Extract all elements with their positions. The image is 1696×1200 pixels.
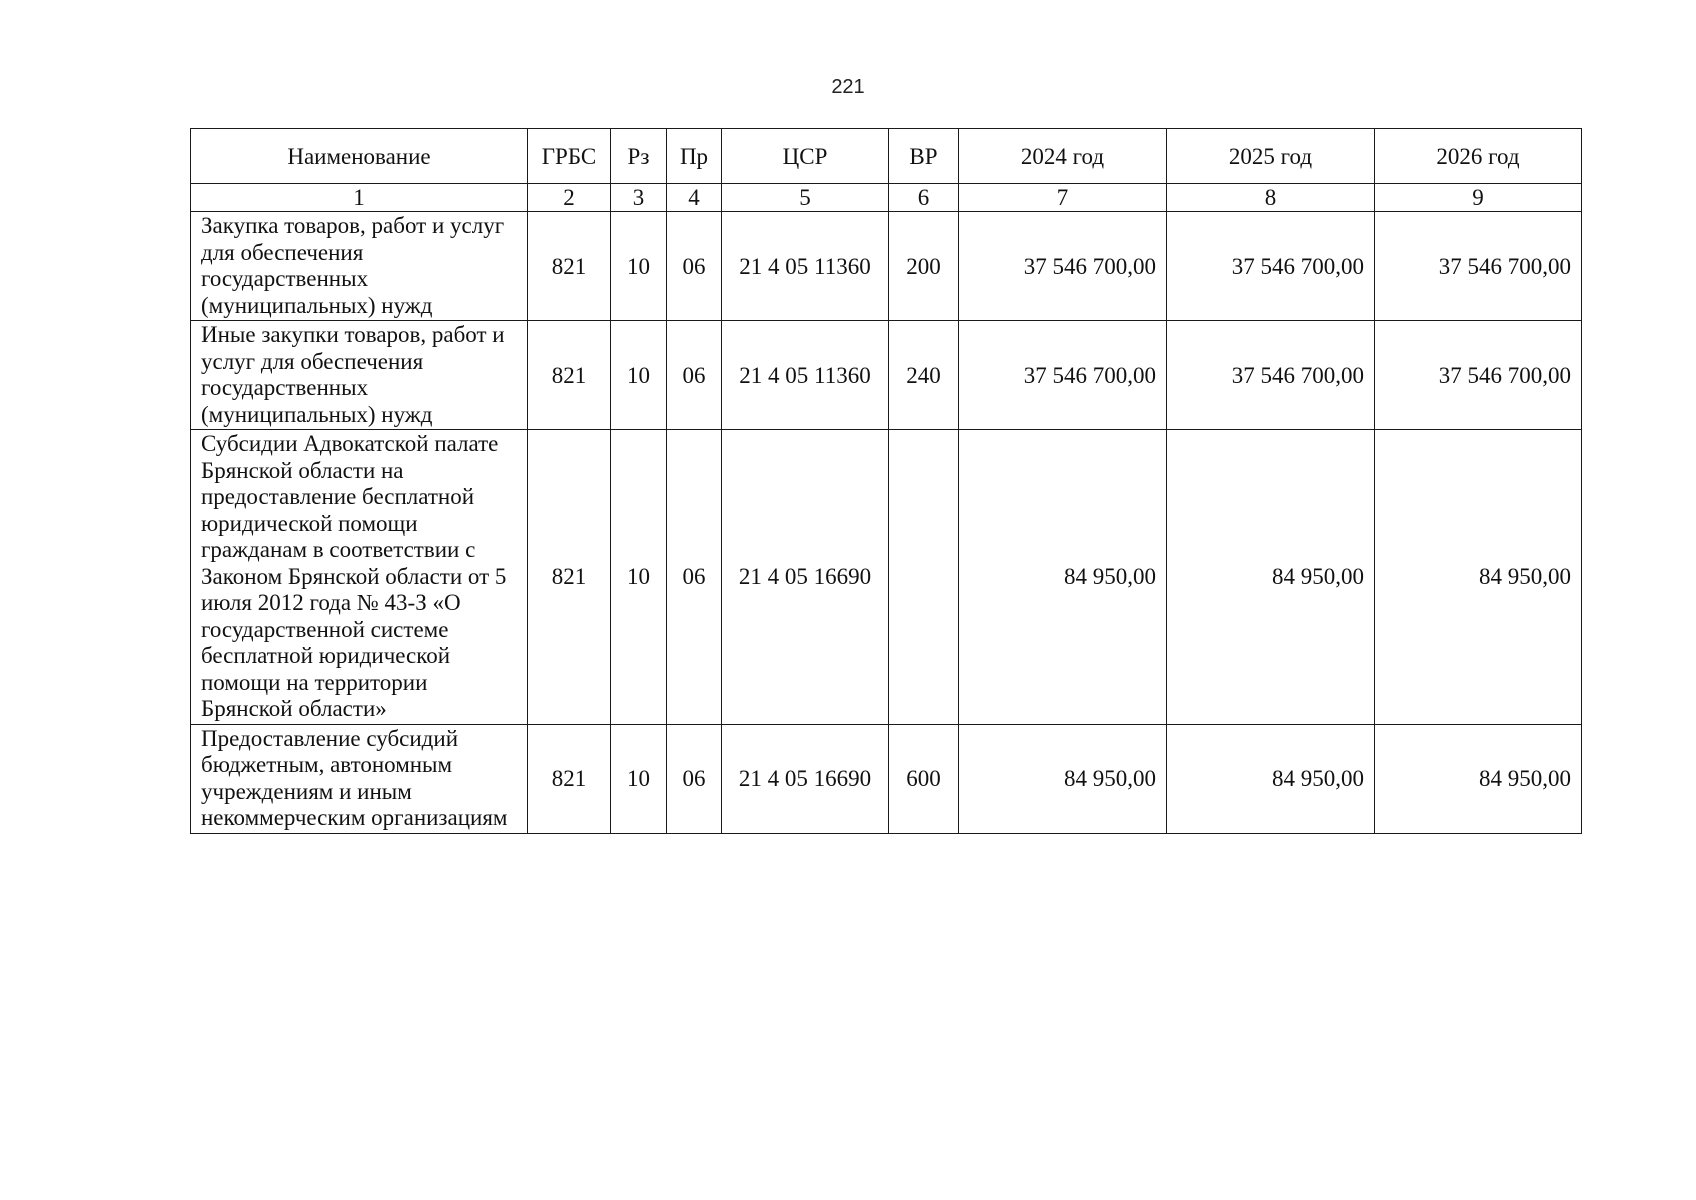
row-rz: 10 — [611, 212, 667, 321]
row-rz: 10 — [611, 321, 667, 430]
column-number: 8 — [1167, 184, 1375, 212]
column-number: 9 — [1375, 184, 1582, 212]
row-pr: 06 — [667, 212, 722, 321]
header-2024: 2024 год — [959, 129, 1167, 184]
row-amount-2026: 37 546 700,00 — [1375, 212, 1582, 321]
header-grbs: ГРБС — [528, 129, 611, 184]
table-row — [191, 212, 1582, 321]
row-rz: 10 — [611, 430, 667, 725]
row-grbs: 821 — [528, 321, 611, 430]
header-name: Наименование — [191, 129, 528, 184]
row-vr: 240 — [889, 321, 959, 430]
row-name: Субсидии Адвокатской палате Брянской области на предоставление бесплатной юридической помощи гражданам в соответствии с Законом Брянской области от 5 июля 2012 года № 43-З «О государственной системе бесплатной юридической помощи на территории Брянской области» — [191, 430, 528, 725]
row-amount-2025: 37 546 700,00 — [1167, 212, 1375, 321]
row-grbs: 821 — [528, 430, 611, 725]
table-row — [191, 724, 1582, 833]
row-amount-2025: 84 950,00 — [1167, 724, 1375, 833]
row-vr — [889, 430, 959, 725]
row-amount-2024: 84 950,00 — [959, 430, 1167, 725]
header-csr: ЦСР — [722, 129, 889, 184]
column-number: 6 — [889, 184, 959, 212]
row-amount-2025: 37 546 700,00 — [1167, 321, 1375, 430]
row-pr: 06 — [667, 321, 722, 430]
column-number: 7 — [959, 184, 1167, 212]
row-name: Иные закупки товаров, работ и услуг для обеспечения государственных (муниципальных) нужд — [191, 321, 528, 430]
header-row — [191, 129, 1582, 184]
row-amount-2024: 37 546 700,00 — [959, 212, 1167, 321]
row-pr: 06 — [667, 430, 722, 725]
row-amount-2026: 84 950,00 — [1375, 724, 1582, 833]
row-grbs: 821 — [528, 212, 611, 321]
row-amount-2025: 84 950,00 — [1167, 430, 1375, 725]
table-row — [191, 430, 1582, 725]
row-vr: 600 — [889, 724, 959, 833]
row-amount-2024: 84 950,00 — [959, 724, 1167, 833]
budget-table — [190, 128, 1582, 834]
column-number: 3 — [611, 184, 667, 212]
column-number-row — [191, 184, 1582, 212]
column-number: 4 — [667, 184, 722, 212]
table-row — [191, 321, 1582, 430]
row-csr: 21 4 05 11360 — [722, 212, 889, 321]
row-csr: 21 4 05 16690 — [722, 724, 889, 833]
header-pr: Пр — [667, 129, 722, 184]
row-vr: 200 — [889, 212, 959, 321]
row-amount-2026: 37 546 700,00 — [1375, 321, 1582, 430]
row-amount-2026: 84 950,00 — [1375, 430, 1582, 725]
header-rz: Рз — [611, 129, 667, 184]
column-number: 1 — [191, 184, 528, 212]
row-rz: 10 — [611, 724, 667, 833]
row-amount-2024: 37 546 700,00 — [959, 321, 1167, 430]
header-2025: 2025 год — [1167, 129, 1375, 184]
row-grbs: 821 — [528, 724, 611, 833]
row-name: Предоставление субсидий бюджетным, автономным учреждениям и иным некоммерческим организациям — [191, 724, 528, 833]
header-vr: ВР — [889, 129, 959, 184]
row-pr: 06 — [667, 724, 722, 833]
row-csr: 21 4 05 11360 — [722, 321, 889, 430]
row-name: Закупка товаров, работ и услуг для обеспечения государственных (муниципальных) нужд — [191, 212, 528, 321]
row-csr: 21 4 05 16690 — [722, 430, 889, 725]
page-number: 221 — [831, 76, 865, 98]
column-number: 5 — [722, 184, 889, 212]
header-2026: 2026 год — [1375, 129, 1582, 184]
column-number: 2 — [528, 184, 611, 212]
